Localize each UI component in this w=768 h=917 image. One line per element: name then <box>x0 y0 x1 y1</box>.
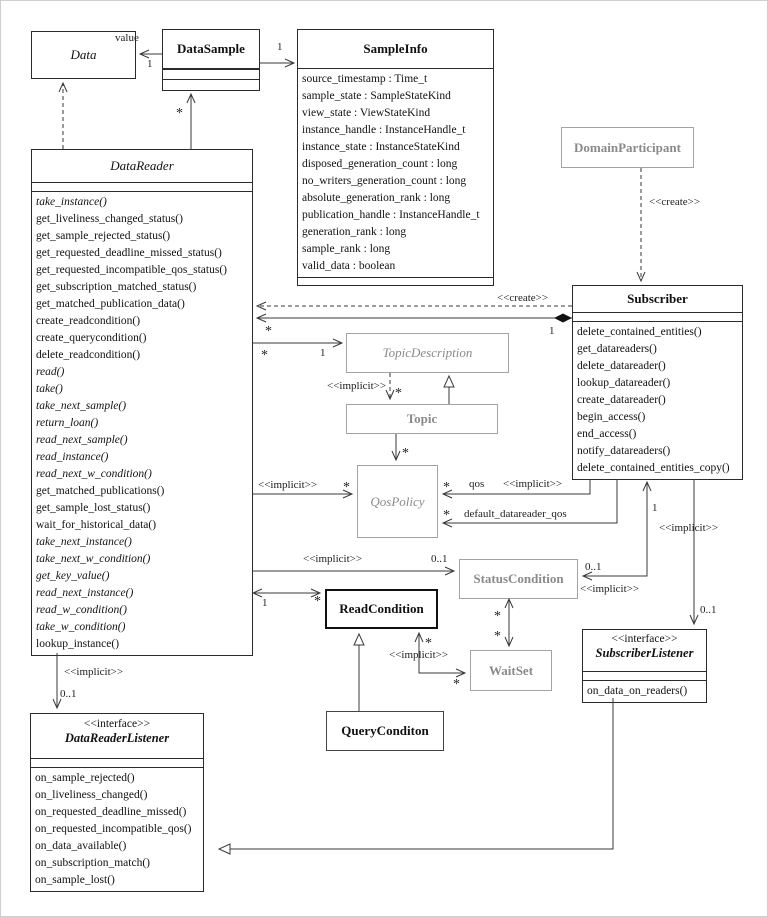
member: get_requested_incompatible_qos_status() <box>36 264 227 276</box>
member: create_querycondition() <box>36 332 147 344</box>
member: read_instance() <box>36 451 109 463</box>
methods-compartment <box>298 277 493 285</box>
member: absolute_generation_rank : long <box>302 192 451 204</box>
class-title: DataReader <box>110 158 174 173</box>
member: notify_datareaders() <box>577 445 671 457</box>
attributes-compartment <box>573 312 742 321</box>
member: read_next_instance() <box>36 587 134 599</box>
multiplicity-label: 1 <box>320 347 326 359</box>
class-title: TopicDescription <box>382 345 473 360</box>
attributes-compartment <box>32 182 252 191</box>
class-title: StatusCondition <box>473 571 564 586</box>
stereotype-label: <<implicit>> <box>580 583 640 595</box>
stereotype-label: <<implicit>> <box>327 380 387 392</box>
class-sampleinfo <box>297 29 494 286</box>
multiplicity-label: * <box>494 629 501 644</box>
member: on_data_on_readers() <box>587 685 688 697</box>
member: create_datareader() <box>577 394 666 406</box>
class-topicdescription <box>346 333 509 373</box>
class-title: ReadCondition <box>339 601 424 616</box>
member: valid_data : boolean <box>302 260 396 272</box>
class-qospolicy <box>357 465 438 538</box>
class-title: DataReaderListener <box>64 731 170 745</box>
attributes-compartment <box>583 671 706 680</box>
member: create_readcondition() <box>36 315 141 327</box>
methods-compartment <box>163 79 259 90</box>
multiplicity-label: * <box>453 677 460 692</box>
class-readcondition <box>325 589 438 629</box>
member: get_datareaders() <box>577 343 657 355</box>
class-topic <box>346 404 498 434</box>
class-title: SubscriberListener <box>595 646 694 660</box>
member: source_timestamp : Time_t <box>302 73 428 85</box>
role-label: qos <box>469 478 485 490</box>
member: take() <box>36 383 63 395</box>
stereotype-label: <<implicit>> <box>258 479 318 491</box>
member: generation_rank : long <box>302 226 407 238</box>
multiplicity-label: 0..1 <box>585 561 602 573</box>
member: return_loan() <box>36 417 99 429</box>
multiplicity-label: * <box>443 508 450 523</box>
multiplicity-label: * <box>176 106 183 121</box>
member: disposed_generation_count : long <box>302 158 458 170</box>
multiplicity-label: * <box>343 480 350 495</box>
member: view_state : ViewStateKind <box>302 107 431 119</box>
stereotype-label: <<create>> <box>497 292 549 304</box>
class-datareaderlistener <box>30 713 204 892</box>
member: take_instance() <box>36 196 107 208</box>
stereotype-label: <<interface>> <box>83 718 151 730</box>
multiplicity-label: * <box>265 324 272 339</box>
class-title: Subscriber <box>627 291 688 306</box>
class-waitset <box>470 650 552 691</box>
attributes-compartment <box>163 68 259 79</box>
member: get_key_value() <box>36 570 110 582</box>
member: on_requested_incompatible_qos() <box>35 823 192 835</box>
attributes-compartment <box>298 68 493 277</box>
member: delete_readcondition() <box>36 349 141 361</box>
member: get_liveliness_changed_status() <box>36 213 183 225</box>
multiplicity-label: * <box>425 636 432 651</box>
class-title: WaitSet <box>488 662 534 678</box>
multiplicity-label: * <box>443 480 450 495</box>
member: sample_rank : long <box>302 243 391 255</box>
methods-compartment <box>31 767 203 891</box>
methods-compartment <box>573 321 742 479</box>
member: instance_handle : InstanceHandle_t <box>302 124 466 136</box>
member: lookup_instance() <box>36 638 120 650</box>
stereotype-label: <<implicit>> <box>64 666 124 678</box>
attributes-compartment <box>31 758 203 767</box>
member: read() <box>36 366 65 378</box>
member: delete_contained_entities() <box>577 326 702 338</box>
member: delete_datareader() <box>577 360 666 372</box>
member: get_matched_publications() <box>36 485 165 497</box>
member: publication_handle : InstanceHandle_t <box>302 209 480 221</box>
member: get_sample_rejected_status() <box>36 230 171 242</box>
class-title: Data <box>70 47 97 62</box>
class-querycondition <box>326 711 444 751</box>
member: no_writers_generation_count : long <box>302 175 467 187</box>
class-domainparticipant <box>561 127 694 168</box>
member: get_requested_deadline_missed_status() <box>36 247 222 259</box>
member: get_sample_lost_status() <box>36 502 151 514</box>
member: on_data_available() <box>35 840 127 852</box>
class-title: QosPolicy <box>370 493 425 509</box>
methods-compartment <box>583 680 706 702</box>
multiplicity-label: 0..1 <box>431 553 448 565</box>
member: take_next_sample() <box>36 400 127 412</box>
class-subscriberlistener <box>582 629 707 703</box>
member: get_matched_publication_data() <box>36 298 185 310</box>
class-datasample <box>162 29 260 91</box>
member: end_access() <box>577 428 637 440</box>
member: on_sample_lost() <box>35 874 115 886</box>
class-subscriber <box>572 285 743 480</box>
class-title: SampleInfo <box>363 41 428 56</box>
stereotype-label: <<create>> <box>649 196 701 208</box>
class-title: DomainParticipant <box>574 139 681 155</box>
member: delete_contained_entities_copy() <box>577 462 730 474</box>
multiplicity-label: * <box>402 446 409 461</box>
role-label: value <box>115 32 139 44</box>
role-label: default_datareader_qos <box>464 508 567 520</box>
stereotype-label: <<interface>> <box>611 633 678 645</box>
multiplicity-label: * <box>314 594 321 609</box>
member: get_subscription_matched_status() <box>36 281 197 293</box>
class-title: DataSample <box>177 41 245 56</box>
multiplicity-label: 1 <box>652 502 658 514</box>
member: instance_state : InstanceStateKind <box>302 141 460 153</box>
multiplicity-label: 1 <box>549 325 555 337</box>
class-datareader <box>31 149 253 656</box>
multiplicity-label: 1 <box>262 597 268 609</box>
multiplicity-label: * <box>395 386 402 401</box>
class-title: QueryConditon <box>341 723 429 738</box>
class-statuscondition <box>459 559 578 599</box>
multiplicity-label: 1 <box>277 41 283 53</box>
member: on_sample_rejected() <box>35 772 135 784</box>
member: read_next_sample() <box>36 434 128 446</box>
stereotype-label: <<implicit>> <box>303 553 363 565</box>
member: on_liveliness_changed() <box>35 789 148 801</box>
member: take_next_w_condition() <box>36 553 151 565</box>
member: take_w_condition() <box>36 621 126 633</box>
stereotype-label: <<implicit>> <box>389 649 449 661</box>
methods-compartment <box>32 191 252 655</box>
member: sample_state : SampleStateKind <box>302 90 451 102</box>
composition-diamond-icon <box>554 314 572 323</box>
member: read_next_w_condition() <box>36 468 152 480</box>
member: read_w_condition() <box>36 604 127 616</box>
member: take_next_instance() <box>36 536 132 548</box>
multiplicity-label: 0..1 <box>700 604 717 616</box>
class-title: Topic <box>406 411 438 426</box>
multiplicity-label: * <box>494 609 501 624</box>
member: lookup_datareader() <box>577 377 671 389</box>
member: on_subscription_match() <box>35 857 150 869</box>
member: on_requested_deadline_missed() <box>35 806 187 818</box>
member: wait_for_historical_data() <box>36 519 157 531</box>
stereotype-label: <<implicit>> <box>503 478 563 490</box>
multiplicity-label: * <box>261 348 268 363</box>
multiplicity-label: 0..1 <box>60 688 77 700</box>
stereotype-label: <<implicit>> <box>659 522 719 534</box>
member: begin_access() <box>577 411 646 423</box>
multiplicity-label: 1 <box>147 58 153 70</box>
